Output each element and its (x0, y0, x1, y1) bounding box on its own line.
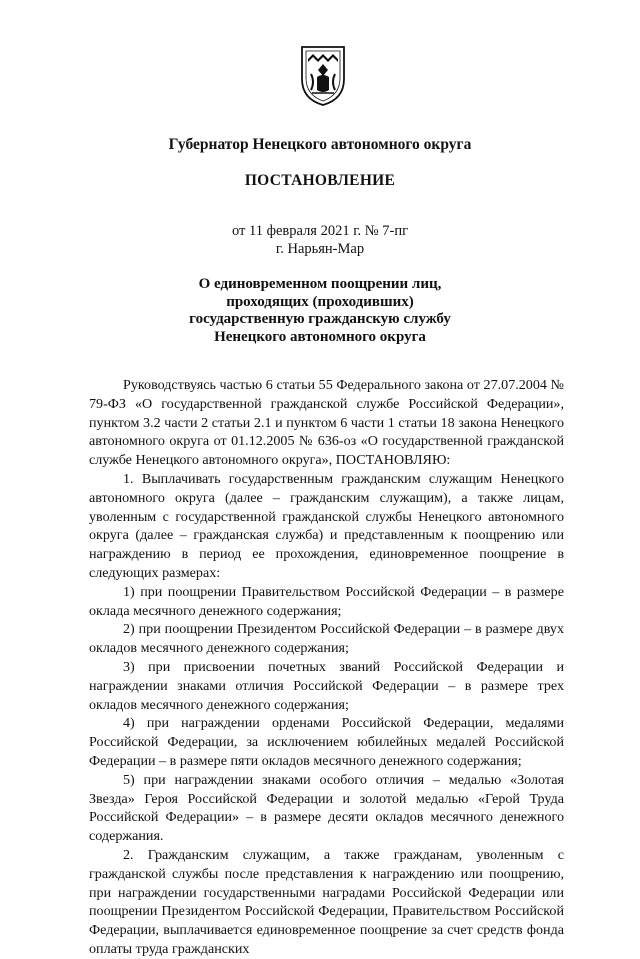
list-item: 2) при поощрении Президентом Российской Федерации – в размере двух окладов месячного денежного содержания; (89, 621, 564, 657)
list-item: 3) при присвоении почетных званий Российской Федерации и награждении знаками отличия Российской Федерации – в размере трех окладов месячного денежного содержания; (89, 658, 564, 713)
coat-of-arms-icon (299, 44, 347, 107)
list-item: 1) при поощрении Правительством Российской Федерации – в размере оклада месячного денежного содержания; (89, 583, 564, 619)
document-body (89, 376, 564, 959)
list-item: 4) при награждении орденами Российской Федерации, медалями Российской Федерации, за исключением юбилейных медалей Российской Федерации – в размере пяти окладов месячного денежного содержания; (89, 715, 564, 769)
title-line: проходящих (проходивших) (226, 293, 414, 310)
title-line: О единовременном поощрении лиц, (198, 276, 442, 292)
document-title (0, 276, 640, 346)
list-item: 5) при награждении знаками особого отличия – медалью «Золотая Звезда» Героя Российской Федерации и золотой медалью «Герой Труда Российской Федерации» – в размере десяти окладов месячного денежного содержания. (89, 771, 564, 845)
title-line: Ненецкого автономного округа (214, 328, 426, 345)
document-type: ПОСТАНОВЛЕНИЕ (244, 172, 396, 189)
clause-paragraph: 1. Выплачивать государственным гражданским служащим Ненецкого автономного округа (далее – гражданским служащим), а также лицам, уволенным с государственной гражданской службы Ненецкого автономного округа (далее – гражданская служба) и представленным к поощрению или награждению в период ее прохождения, единовременное поощрение в следующих размерах: (89, 470, 564, 581)
document-city: г. Нарьян-Мар (275, 241, 365, 257)
clause-paragraph: 2. Гражданским служащим, а также гражданам, уволенным с гражданской службы после представления к награждению или поощрению, при награждении государственными наградами Российской Федерации или поощрении Президентом Российской Федерации, Правительством Российской Федерации, выплачивается единовременное поощрение за счет средств фонда оплаты труда гражданских (89, 846, 564, 957)
preamble-paragraph: Руководствуясь частью 6 статьи 55 Федерального закона от 27.07.2004 № 79-ФЗ «О государственной гражданской службе Российской Федерации», пунктом 3.2 части 2 статьи 2.1 и пунктом 6 части 1 статьи 18 закона Ненецкого автономного округа от 01.12.2005 № 636-оз «О государственной гражданской службе Ненецкого автономного округа», ПОСТАНОВЛЯЮ: (89, 377, 564, 469)
document-date-number: от 11 февраля 2021 г. № 7-пг (231, 223, 409, 239)
title-line: государственную гражданскую службу (189, 311, 451, 327)
document-issuer: Губернатор Ненецкого автономного округа (168, 136, 472, 153)
